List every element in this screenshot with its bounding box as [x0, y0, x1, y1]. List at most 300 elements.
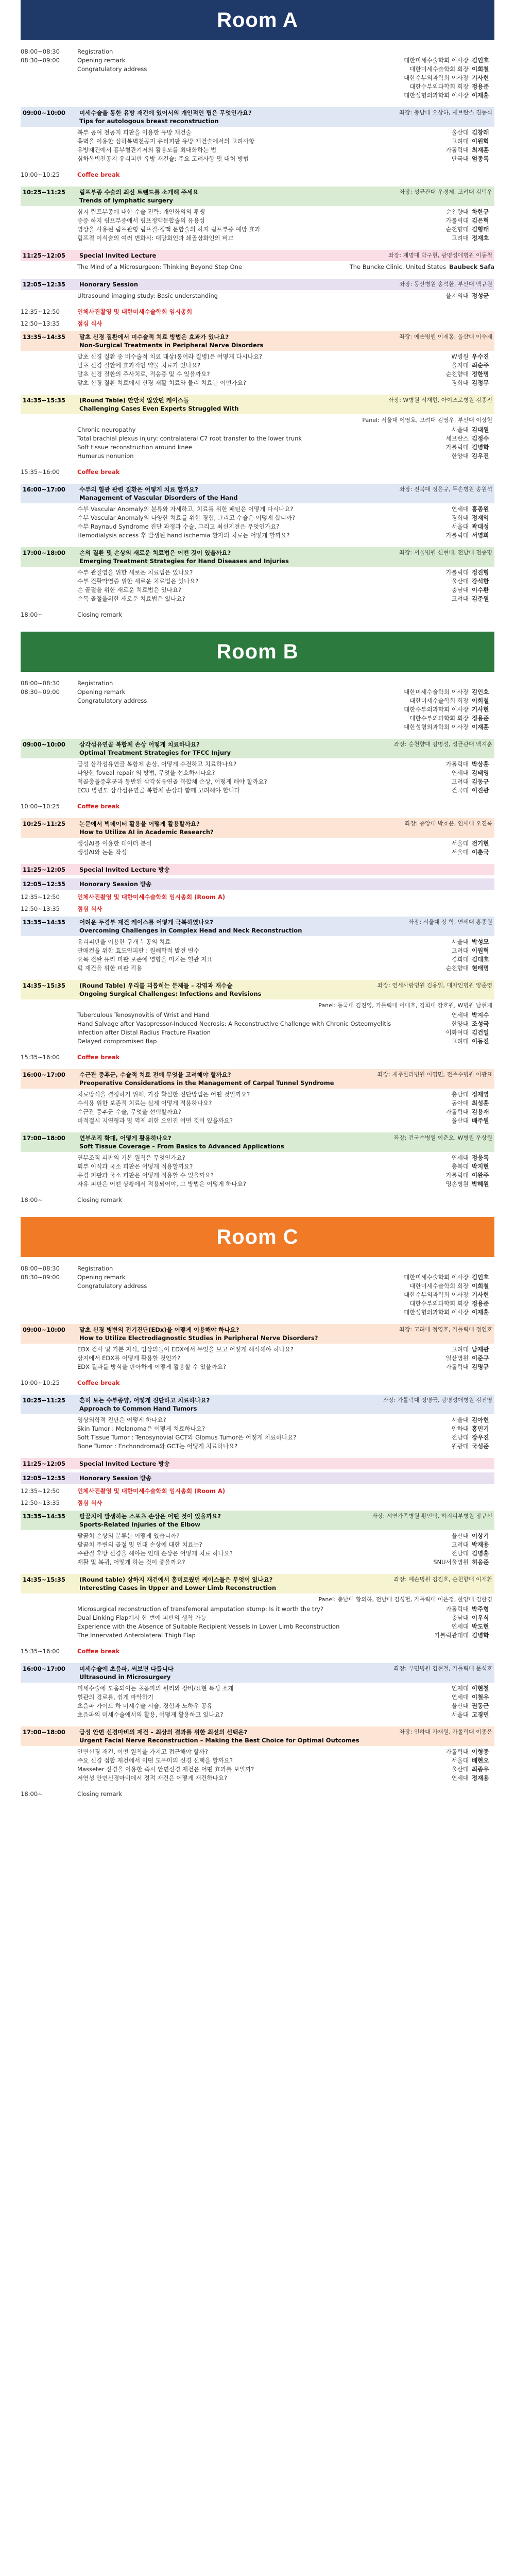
program-row [21, 577, 494, 586]
speaker-name: 정재익 [472, 514, 489, 521]
session-title [79, 251, 383, 260]
speaker-name: 김은혁 [472, 217, 489, 224]
session-time: 14:35~15:35 [23, 397, 65, 404]
program-row [21, 777, 494, 786]
session-title-bar [21, 107, 494, 127]
talk-title: 림프절 이식술의 여러 변화식: 대망회인과 쇄골상화인의 비교 [77, 234, 234, 242]
row-content [77, 1765, 494, 1774]
program-row [21, 955, 494, 964]
speaker-affiliation: 건국대 [451, 787, 469, 794]
broadcast-bar [21, 878, 494, 890]
session-title [79, 109, 394, 125]
notice-text: 인체사진촬영 및 대한미세수술학회 임시총회 [77, 308, 193, 315]
speaker [404, 82, 494, 91]
program-row [21, 292, 494, 300]
speaker-name: 박지수 [472, 1011, 489, 1019]
broadcast-text: Honorary Session 방송 [79, 880, 152, 888]
program-row [21, 1622, 494, 1631]
session-title-en: Urgent Facial Nerve Reconstruction – Making the Best Choice for Optimal Outcomes [79, 1737, 359, 1744]
session-block [21, 1324, 494, 1371]
speaker-affiliation: 가톨릭대 [445, 444, 469, 451]
talk-title [77, 723, 399, 732]
speaker [399, 1273, 494, 1282]
talk-title: Dual Linking Flap에서 한 번에 피판의 생착 가능 [77, 1614, 207, 1621]
talk-title: 미세수술에 도움되이는 초음파의 원리와 장비/표현 특성 소개 [77, 1685, 234, 1692]
program-row [21, 1442, 494, 1451]
speaker-name: 박성모 [472, 938, 489, 945]
session-block [21, 468, 494, 477]
talk-title: 치료방식을 결정하기 위해, 가장 확실한 진단방법은 어떤 것일까요? [77, 1091, 250, 1098]
speaker-affiliation: 가톨릭대 [445, 217, 469, 224]
row-content [77, 47, 494, 56]
talk-title [77, 1291, 399, 1299]
time-slot: 08:30~09:00 [21, 688, 60, 696]
broadcast-bar [21, 1472, 494, 1484]
speaker-affiliation: 대한수부외과학회 이사장 [404, 706, 469, 713]
talk-title [77, 1308, 399, 1317]
speaker-name: 김우진 [472, 452, 489, 460]
moderators: 좌장: 세연가족병원 황인탁, 하지피부병원 장규선 [372, 1513, 492, 1519]
time-slot: 12:05~12:35 [23, 880, 65, 888]
row-content [77, 1162, 494, 1171]
speaker-affiliation: 고려대 [451, 595, 469, 602]
speaker-name: 이우식 [472, 1614, 489, 1621]
session-block [21, 1379, 494, 1387]
session-time: 09:00~10:00 [23, 1326, 65, 1333]
closing-text: Closing remark [77, 1790, 122, 1798]
speaker [447, 586, 494, 595]
row-content [77, 1614, 494, 1622]
row-content [77, 65, 494, 74]
speaker [447, 361, 494, 370]
speaker-name: 김아현 [472, 1416, 489, 1423]
coffee-break: Coffee break [77, 171, 120, 178]
row-content [77, 705, 494, 714]
speaker-name: 이희철 [472, 697, 489, 704]
speaker-affiliation: 경희대 [451, 379, 469, 386]
session-title-en: Management of Vascular Disorders of the Hand [79, 494, 238, 501]
session-time: 11:25~12:05 [23, 252, 65, 259]
speaker [441, 1605, 494, 1614]
speaker [399, 1308, 494, 1317]
speaker [441, 1180, 494, 1189]
program-row [21, 216, 494, 225]
talk-title: 수식용 위한 보존적 치료는 실제 어떻게 적용하나요? [77, 1099, 212, 1107]
speaker [441, 225, 494, 234]
talk-title: 수부 Vascular Anomaly의 분류와 자세하고, 치료를 위한 패턴은 어떻게 다시나요? [77, 505, 294, 513]
room-section [0, 0, 515, 632]
talk-title: Microsurgical reconstruction of transfemoral amputation stump: Is it worth the try? [77, 1605, 324, 1613]
speaker [447, 234, 494, 243]
speaker [447, 1614, 494, 1622]
session-time: 14:35~15:35 [23, 982, 65, 989]
speaker [441, 1028, 494, 1037]
session-title-en: Soft Tissue Coverage – From Basics to Advanced Applications [79, 1143, 284, 1150]
speaker-affiliation: 을지의대 [445, 292, 469, 299]
program-row [21, 839, 494, 848]
session-block [21, 905, 494, 913]
row-content [77, 208, 494, 216]
session-title-bar [21, 917, 494, 936]
session-title-bar [21, 1069, 494, 1089]
speaker-name: 김명훈 [472, 1550, 489, 1557]
time-slot: 12:35~12:50 [21, 893, 60, 901]
row-content [77, 1011, 494, 1020]
speaker-affiliation: 가톨릭대 [445, 1172, 469, 1179]
speaker-affiliation: 서울대 [451, 1757, 469, 1764]
speaker [441, 208, 494, 216]
speaker-name: 최재훈 [472, 146, 489, 154]
session-block [21, 107, 494, 163]
session-time: 10:25~11:25 [23, 1397, 65, 1404]
session-title-en: Overcoming Challenges in Complex Head and Neck Reconstruction [79, 927, 302, 934]
speaker-affiliation: 연세대 [451, 1774, 469, 1782]
speaker [447, 1090, 494, 1099]
row-content [77, 1748, 494, 1756]
session-title [79, 1512, 367, 1529]
session-title-bar [21, 818, 494, 838]
speaker-affiliation: 전남대 [451, 1550, 469, 1557]
session-title-ko: 삼각섬유연골 복합체 손상 어떻게 치료하나요? [79, 741, 200, 748]
closing-row [21, 1196, 494, 1205]
moderators: 좌장: 충남대 오상하, 세브란스 진동식 [399, 109, 492, 116]
talk-title: 상지에서 EDX를 어떻게 활용할 것인가? [77, 1354, 181, 1362]
speaker-name: Baubeck Safa [449, 263, 494, 270]
speaker [447, 595, 494, 603]
talk-title: Humerus nonunion [77, 452, 134, 460]
speaker-name: 정용준 [472, 83, 489, 90]
speaker [447, 128, 494, 137]
row-content [77, 225, 494, 234]
row-content [77, 1345, 494, 1354]
speaker-affiliation: 경희대 [451, 514, 469, 521]
time-slot: 12:05~12:35 [23, 1475, 65, 1482]
speaker [399, 91, 494, 100]
speaker-name: 정재호 [472, 234, 489, 242]
time-slot: 15:35~16:00 [21, 1648, 60, 1655]
speaker [447, 1020, 494, 1028]
talk-title: EDX 결과를 방식을 판아하게 어떻게 활용할 수 있을까요? [77, 1363, 226, 1370]
talk-title: 자유 피판은 어떤 상황에서 적용되어야, 그 방법은 어떻게 하나요? [77, 1180, 246, 1188]
program-row [21, 938, 494, 946]
talk-title: Registration [77, 1265, 113, 1272]
program-row [21, 1180, 494, 1189]
talk-title: Tuberculous Tenosynovitis of Wrist and Hand [77, 1011, 210, 1019]
row-content [77, 769, 494, 777]
moderators: 좌장: 예손병원 김진호, 순천향대 이재환 [393, 1576, 492, 1583]
row-content [77, 1154, 494, 1162]
talk-title: 수부 Vascular Anomaly의 다양한 치료를 위한 경험, 그리고 수술은 어떻게 합니까? [77, 514, 296, 521]
moderators: 좌장: 성균관대 우경제, 고려대 김덕우 [399, 189, 492, 195]
speaker [441, 370, 494, 379]
program-row [21, 82, 494, 91]
row-content [77, 1171, 494, 1180]
speaker-name: 김대원 [472, 426, 489, 433]
moderators: 좌장: 서울병원 신현대, 전남대 전종명 [399, 549, 492, 556]
speaker-name: 박주형 [472, 1605, 489, 1613]
speaker-name: 정성균 [472, 292, 489, 299]
talk-title: 초음파의 미세수술에서의 활용, 어떻게 활용하고 있나요? [77, 1711, 224, 1718]
speaker [399, 56, 494, 65]
speaker-name: 기사현 [472, 706, 489, 713]
row-content [77, 568, 494, 577]
speaker [447, 452, 494, 461]
speaker-name: 이원혁 [472, 138, 489, 145]
program-row [21, 47, 494, 56]
closing-text: Closing remark [77, 611, 122, 618]
speaker-name: 김용재 [472, 1108, 489, 1115]
time-slot: 12:50~13:35 [21, 320, 60, 327]
session-block [21, 1196, 494, 1205]
session-time: 10:25~11:25 [23, 820, 65, 827]
moderators: 좌장: 고려대 정영호, 가톨릭대 정인호 [399, 1326, 492, 1333]
speaker-name: 조성국 [472, 1020, 489, 1027]
session-time: 09:00~10:00 [23, 109, 65, 116]
session-title [79, 1071, 372, 1087]
speaker [447, 1549, 494, 1558]
speaker [441, 568, 494, 577]
speaker-affiliation: 세브란스 [445, 435, 469, 442]
speaker-affiliation: 울산대 [451, 1702, 469, 1709]
program-row [21, 1549, 494, 1558]
room-body [21, 40, 494, 619]
talk-title: The Mind of a Microsurgeon: Thinking Beyond Step One [77, 263, 243, 270]
speaker [441, 760, 494, 769]
speaker-name: 이희철 [472, 65, 489, 73]
session-title-bar [21, 1132, 494, 1152]
program-row [21, 522, 494, 531]
speaker [447, 1684, 494, 1693]
speaker-name: 김태영 [472, 769, 489, 776]
moderators: 좌장: 동산병원 송석환, 부산대 백규원 [399, 281, 492, 287]
speaker-name: 이진관 [472, 787, 489, 794]
speaker-affiliation: 대한미세수술학회 회장 [409, 1282, 469, 1290]
program-row [21, 531, 494, 540]
program-row [21, 1171, 494, 1180]
program-row [21, 697, 494, 705]
talk-title: 회부 이식과 국소 피판은 어떻게 적용할까요? [77, 1163, 193, 1170]
speaker-affiliation: 울산대 [451, 1117, 469, 1124]
session-title-ko: 흔히 보는 수부종양, 어떻게 진단하고 치료하나요? [79, 1397, 210, 1404]
row-content [77, 839, 494, 848]
time-slot: 11:25~12:05 [23, 866, 65, 873]
speaker-affiliation: 가톨릭관대대 [434, 1632, 469, 1639]
speaker [447, 1622, 494, 1631]
row-content [77, 522, 494, 531]
talk-title: Soft Tissue Tumor : Tenosynovial GCT와 Glomus Tumor은 어떻게 치료하나요? [77, 1434, 297, 1441]
session-time: 13:35~14:35 [23, 919, 65, 926]
talk-title: 저연성 안면신경마비에서 정적 재건은 어떻게 재건하나요? [77, 1774, 227, 1782]
talk-title: 말초 신경 질환 중 비수술적 치료 대상(통어라 질병)은 어떻게 다시나요? [77, 353, 263, 360]
coffee-break-row [21, 802, 494, 811]
session-title-ko: 미세수술에 초음파, 써보면 다릅니다 [79, 1665, 174, 1672]
session-title-en: Challenging Cases Even Experts Struggled With [79, 405, 239, 412]
speaker-affiliation: 고려대 [451, 947, 469, 954]
speaker-name: 기사현 [472, 1291, 489, 1298]
program-row [21, 1425, 494, 1433]
speaker-name: 남재관 [472, 1346, 489, 1353]
speaker-affiliation: 대한성형외과학회 이사장 [404, 1309, 469, 1316]
program-row [21, 1416, 494, 1425]
speaker-name: 이재훈 [472, 1309, 489, 1316]
session-title-en: Preoperative Considerations in the Management of Carpal Tunnel Syndrome [79, 1079, 334, 1087]
program-row [21, 452, 494, 461]
speaker-affiliation: 순천향대 [445, 226, 469, 233]
session-time: 09:00~10:00 [23, 741, 65, 748]
speaker [441, 1354, 494, 1363]
session-time: 14:35~15:35 [23, 1576, 65, 1583]
program-row [21, 1631, 494, 1640]
row-content [77, 1037, 494, 1046]
broadcast-bar [21, 864, 494, 875]
coffee-break-row [21, 1379, 494, 1387]
session-title-ko: (Round Table) 우리를 괴롭히는 문제들 – 감염과 재수술 [79, 982, 233, 989]
row-content [77, 531, 494, 540]
session-block [21, 878, 494, 890]
speaker [404, 697, 494, 705]
speaker [447, 1442, 494, 1451]
notice-text: 점심 식사 [77, 905, 102, 912]
session-title [79, 1396, 378, 1413]
speaker [441, 434, 494, 443]
row-content [77, 760, 494, 769]
moderators: 좌장: W병원 서재현, 아이즈로병원 김종진 [388, 397, 492, 403]
speaker-affiliation: 고려대 [451, 234, 469, 242]
speaker-name: 정진형 [472, 569, 489, 576]
row-content [77, 1774, 494, 1783]
moderators: 좌장: 인하대 가재원, 가톨릭대 이종은 [399, 1728, 492, 1735]
speaker [404, 65, 494, 74]
talk-title: Congratulatory address [77, 65, 147, 73]
session-title-en: Ultrasound in Microsurgery [79, 1673, 171, 1681]
speaker [447, 505, 494, 514]
speaker [441, 216, 494, 225]
talk-title: 영상의학적 진단은 어떻게 하나요? [77, 1416, 166, 1423]
speaker-name: 김준원 [472, 595, 489, 602]
coffee-break: Coffee break [77, 1379, 120, 1386]
speaker-affiliation: 명손병원 [445, 1180, 469, 1188]
row-content [77, 514, 494, 522]
talk-title: 말초 신경 질환의 주사치료, 적응증 및 수 있을까요? [77, 370, 210, 378]
room-header: Room A [21, 0, 494, 40]
speaker-affiliation: 경희대 [451, 956, 469, 963]
session-block [21, 1264, 494, 1317]
speaker-affiliation: 대한성형외과학회 이사장 [404, 92, 469, 99]
speaker-affiliation: 인하대 [451, 1425, 469, 1432]
program-row [21, 514, 494, 522]
session-time: 16:00~17:00 [23, 1071, 65, 1078]
session-title-en: How to Utilize AI in Academic Research? [79, 828, 214, 836]
panel-members: Panel: 충남대 황의하, 전남대 김성협, 가톨릭대 이은정, 한양대 김한경 [318, 1596, 492, 1603]
speaker [441, 531, 494, 540]
program-row [21, 1684, 494, 1693]
program-row [21, 352, 494, 361]
speaker-affiliation: 서울대 [451, 523, 469, 530]
session-title [79, 1575, 389, 1592]
talk-title: Congratulatory address [77, 697, 147, 704]
coffee-break-row [21, 1053, 494, 1062]
moderators: 좌장: 예손병원 이재홍, 울산대 이수재 [399, 333, 492, 340]
speaker [447, 1162, 494, 1171]
speaker [447, 777, 494, 786]
program-row [21, 1774, 494, 1783]
session-time: 13:35~14:35 [23, 1513, 65, 1520]
speaker [447, 1765, 494, 1774]
talk-title [77, 82, 404, 91]
speaker-affiliation: 가톨릭대 [445, 532, 469, 539]
session-title-ko: 림프부종 수술의 최신 트렌드를 소개해 주세요 [79, 189, 199, 196]
speaker-name: 배주원 [472, 1117, 489, 1124]
talk-title: 흉벽을 이용한 심하복벽천공지 유리피판 유방 재건술에서의 고려사항 [77, 138, 255, 145]
session-block [21, 611, 494, 619]
row-content [77, 1702, 494, 1710]
program-row [21, 1028, 494, 1037]
row-content [77, 1631, 494, 1640]
program-row [21, 155, 494, 163]
talk-title: 손 골절을 위한 새로운 치료법은 있나요? [77, 586, 182, 594]
session-title-ko: 미세수술을 통한 유방 재건에 있어서의 개인적인 팁은 무엇인가요? [79, 109, 252, 116]
program-row [21, 208, 494, 216]
time-slot: 15:35~16:00 [21, 468, 60, 476]
row-content [77, 128, 494, 137]
speaker [447, 786, 494, 795]
broadcast-text: Special Invited Lecture 방송 [79, 1460, 170, 1467]
speaker-affiliation: 충남대 [451, 1091, 469, 1098]
row-content [77, 82, 494, 91]
talk-title: 초음파 가이드 하 미세수술 시술, 경험과 노하우 공유 [77, 1702, 213, 1709]
speaker [441, 1748, 494, 1756]
time-slot: 08:30~09:00 [21, 1274, 60, 1281]
speaker [441, 1171, 494, 1180]
speaker-name: 김인호 [472, 1274, 489, 1281]
talk-title: Hand Salvage after Vasopressor-Induced Necrosis: A Reconstructive Challenge with Chronic Osteomyelitis [77, 1020, 391, 1027]
speaker-name: 이상기 [472, 1532, 489, 1539]
session-title-bar [21, 1395, 494, 1414]
session-title-bar [21, 484, 494, 503]
speaker-name: 정용준 [472, 715, 489, 722]
row-content [77, 577, 494, 586]
row-content [77, 234, 494, 243]
session-block [21, 331, 494, 387]
talk-title: 손목 골절을위한 새로운 치료법은 있나요? [77, 595, 185, 602]
talk-title: 중증 하지 림프부종에서 림프정맥문합술의 유용성 [77, 217, 205, 224]
moderators: 좌장: 가톨릭대 정명국, 광명성애병원 김진영 [383, 1397, 492, 1403]
talk-title: 말초 신경 질환에 효과적인 약물 치료가 있나요? [77, 362, 201, 369]
program-row [21, 1037, 494, 1046]
talk-title: 영상을 사용된 림프관형 림프절-정맥 문합술의 하지 림프부종 예방 효과 [77, 226, 261, 233]
speaker-name: 박상훈 [472, 760, 489, 768]
row-content [77, 679, 494, 688]
session-title-en: How to Utilize Electrodiagnostic Studies in Peripheral Nerve Disorders? [79, 1334, 318, 1342]
speaker-name: 현태명 [472, 964, 489, 972]
speaker-affiliation: 고려대 [451, 1346, 469, 1353]
program-row [21, 91, 494, 100]
talk-title: 수부 Raynaud Syndrome 진단 과정과 수술, 그리고 최신지견은 무엇인가요? [77, 523, 280, 530]
time-slot: 18:00~ [21, 1196, 43, 1204]
speaker-name: 최순주 [472, 362, 489, 369]
speaker-affiliation: 대한미세수술학회 이사장 [404, 57, 469, 64]
row-content [77, 370, 494, 379]
talk-title: Hemodialysis access 후 발생된 hand ischemia 환자의 치료는 어떻게 할까요? [77, 532, 290, 539]
speaker-name: 김형태 [472, 226, 489, 233]
talk-title: Registration [77, 48, 113, 55]
row-content [77, 379, 494, 387]
talk-title: 말초 신경 질환 치료에서 신경 재활 치료와 물리 치료는 어떤가요? [77, 379, 246, 386]
speaker [441, 443, 494, 452]
talk-title: Soft tissue reconstruction around knee [77, 444, 192, 451]
session-title-bar [21, 395, 494, 414]
speaker-affiliation: 인제대 [451, 1685, 469, 1692]
